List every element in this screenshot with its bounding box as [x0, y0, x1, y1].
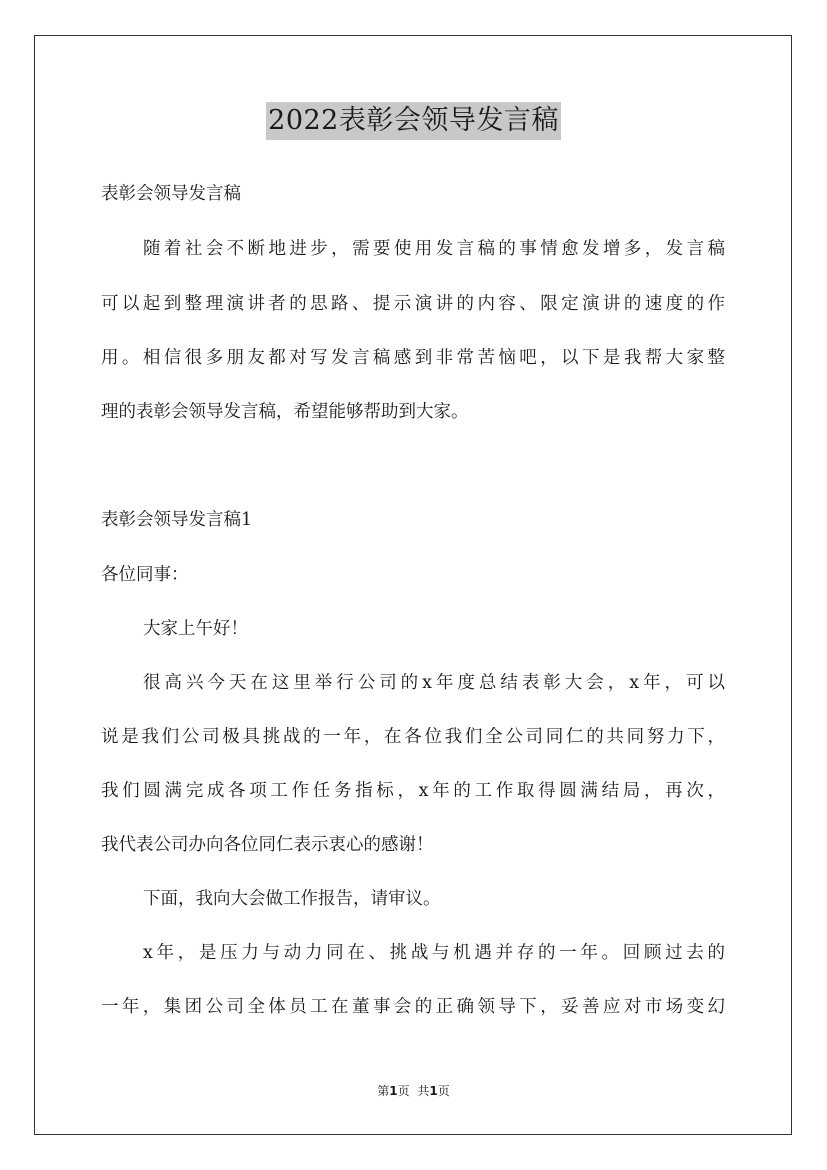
footer-page-prefix: 第 [377, 1084, 390, 1098]
paragraph1-line-3: 我们圆满完成各项工作任务指标，x年的工作取得圆满结局，再次， [101, 781, 725, 801]
intro-line-1: 随着社会不断地进步，需要使用发言稿的事情愈发增多，发言稿 [143, 239, 725, 259]
footer-total-pages: 1 [429, 1084, 438, 1098]
document-title: 2022表彰会领导发言稿 [266, 102, 561, 140]
paragraph3-line-1: x年，是压力与动力同在、挑战与机遇并存的一年。回顾过去的 [143, 943, 725, 963]
intro-line-3: 用。相信很多朋友都对写发言稿感到非常苦恼吧，以下是我帮大家整 [101, 348, 725, 368]
footer-total-suffix: 页 [437, 1084, 450, 1098]
paragraph2: 下面，我向大会做工作报告，请审议。 [143, 889, 441, 909]
page-footer [0, 1083, 827, 1099]
intro-line-2: 可以起到整理演讲者的思路、提示演讲的内容、限定演讲的速度的作 [101, 294, 725, 314]
paragraph1-line-2: 说是我们公司极具挑战的一年，在各位我们全公司同仁的共同努力下， [101, 727, 725, 747]
subtitle: 表彰会领导发言稿 [101, 184, 241, 204]
paragraph3-line-2: 一年，集团公司全体员工在董事会的正确领导下，妥善应对市场变幻 [101, 997, 725, 1017]
salutation: 各位同事： [101, 565, 189, 585]
title-container [0, 102, 827, 140]
section-heading: 表彰会领导发言稿1 [101, 510, 253, 530]
greeting: 大家上午好！ [143, 619, 248, 639]
paragraph1-line-1: 很高兴今天在这里举行公司的x年度总结表彰大会，x年，可以 [143, 673, 725, 693]
intro-line-4: 理的表彰会领导发言稿，希望能够帮助到大家。 [101, 402, 469, 422]
paragraph1-line-4: 我代表公司办向各位同仁表示衷心的感谢！ [101, 835, 434, 855]
footer-page-mid: 页 [397, 1084, 410, 1098]
footer-total-prefix: 共 [417, 1084, 430, 1098]
footer-page-number: 1 [389, 1084, 398, 1098]
